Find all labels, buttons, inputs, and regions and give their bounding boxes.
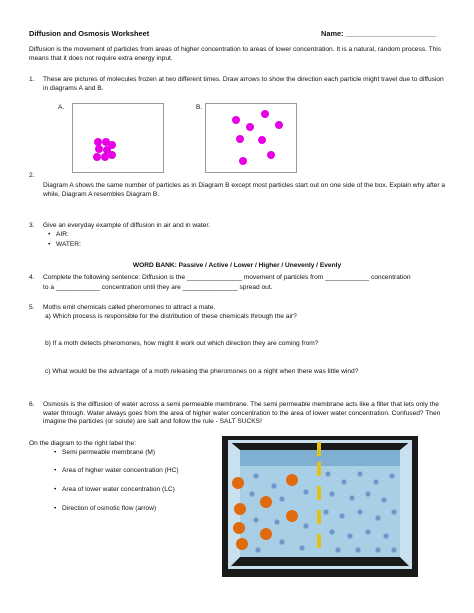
particle — [93, 153, 101, 161]
tank-right-wall — [400, 440, 412, 569]
water-molecule — [375, 515, 380, 520]
q2-text: Diagram A shows the same number of particles as in Diagram B except most particles start out on one side of the box. Explain why after a while, Diagram A resembles Diagram B. — [43, 182, 446, 198]
q3-air-label: • AIR: — [56, 231, 69, 240]
particle — [108, 151, 116, 159]
water-molecule — [323, 509, 328, 514]
particle — [267, 151, 275, 159]
water-molecule — [325, 471, 330, 476]
water-molecule — [339, 513, 344, 518]
intro-paragraph: Diffusion is the movement of particles from areas of higher concentration to areas of lower concentration. It is a natural, random process. This means that it does not require extra energy input. — [29, 46, 442, 62]
solute-particle — [260, 528, 272, 540]
water-molecule — [274, 519, 279, 524]
water-molecule — [357, 471, 362, 476]
water-molecule — [357, 509, 362, 514]
q6-label-direction: • Direction of osmotic flow (arrow) — [62, 505, 156, 514]
particle — [258, 136, 266, 144]
q1-text: These are pictures of molecules frozen at two different times. Draw arrows to show the direction each particle might travel due to diffusion in diagrams A and B. — [43, 76, 444, 92]
membrane-segment — [317, 534, 321, 548]
word-bank: WORD BANK: Passive / Active / Lower / Higher / Unevenly / Evenly — [132, 262, 342, 269]
particle — [95, 145, 103, 153]
water-molecule — [335, 547, 340, 552]
q6-text: Osmosis is the diffusion of water across a semi permeable membrane. The semi permeable membrane acts like a filter that lets only the water through. Water always goes from the area of higher water concentration to the area of lower water concentration. Confused? Then imagine the particles (or solute) are salt and follow the rule - SALT SUCKS! — [43, 401, 441, 426]
diagram-b-box — [205, 103, 297, 173]
water-molecule — [299, 545, 304, 550]
water-molecule — [365, 491, 370, 496]
water-molecule — [279, 496, 284, 501]
solute-particle — [260, 496, 272, 508]
diagram-a-box — [72, 103, 164, 173]
particle — [232, 116, 240, 124]
water-molecule — [381, 497, 386, 502]
q4-line-2: to a ____________ concentration until they are _______________ spread out. — [43, 284, 273, 291]
q6-label-higher: • Area of higher water concentration (HC) — [62, 467, 179, 476]
worksheet-title: Diffusion and Osmosis Worksheet — [29, 29, 150, 38]
q6-diagram-intro: On the diagram to the right label the: — [29, 440, 137, 447]
particle — [261, 110, 269, 118]
membrane-segment — [317, 442, 321, 456]
q1-number: 1. — [29, 76, 35, 83]
q5-part-b: b) If a moth detects pheromones, how might it work out which direction they are coming from? — [45, 340, 319, 347]
water-molecule — [341, 479, 346, 484]
tank-base — [228, 566, 412, 569]
q6-label-membrane: • Semi permeable membrane (M) — [62, 449, 155, 458]
particle — [246, 123, 254, 131]
water-molecule — [303, 489, 308, 494]
diagram-a-label: A. — [58, 104, 65, 111]
solute-particle — [232, 477, 244, 489]
q4-line-1: Complete the following sentence: Diffusion is the _______________ movement of particles from ____________ concentration — [43, 274, 411, 281]
water-molecule — [271, 483, 276, 488]
water-molecule — [303, 523, 308, 528]
water-molecule — [279, 539, 284, 544]
water-molecule — [253, 473, 258, 478]
q6-label-lower: • Area of lower water concentration (LC) — [62, 486, 175, 495]
membrane-segment — [317, 486, 321, 500]
q2-number: 2. — [29, 172, 35, 179]
water-molecule — [365, 529, 370, 534]
solute-particle — [236, 538, 248, 550]
water-molecule — [329, 491, 334, 496]
water-molecule — [383, 533, 388, 538]
osmosis-tank-diagram — [222, 436, 418, 577]
water-molecule — [391, 547, 396, 552]
q5-part-c: c) What would be the advantage of a moth releasing the pheromones on a night when there was little wind? — [45, 368, 359, 375]
water-molecule — [347, 533, 352, 538]
q5-part-a: a) Which process is responsible for the distribution of these chemicals through the air? — [45, 313, 297, 320]
water-molecule — [249, 491, 254, 496]
solute-particle — [286, 474, 298, 486]
water-molecule — [391, 509, 396, 514]
water-molecule — [375, 547, 380, 552]
water-molecule — [255, 547, 260, 552]
water-molecule — [389, 473, 394, 478]
water-molecule — [253, 517, 258, 522]
q3-number: 3. — [29, 222, 35, 229]
membrane-segment — [317, 510, 321, 524]
name-field-label: Name: ______________________ — [321, 29, 437, 38]
q4-number: 4. — [29, 274, 35, 281]
water-molecule — [349, 495, 354, 500]
particle — [236, 135, 244, 143]
q5-text: Moths emit chemicals called pheromones to attract a mate. — [43, 304, 216, 311]
solute-particle — [233, 522, 245, 534]
membrane-segment — [317, 462, 321, 476]
q5-number: 5. — [29, 304, 35, 311]
solute-particle — [234, 503, 246, 515]
particle — [239, 157, 247, 165]
water-molecule — [355, 547, 360, 552]
solute-particle — [286, 510, 298, 522]
water-molecule — [329, 529, 334, 534]
water-molecule — [373, 479, 378, 484]
diagram-b-label: B. — [196, 104, 203, 111]
q3-text: Give an everyday example of diffusion in air and in water. — [43, 222, 211, 229]
q6-number: 6. — [29, 401, 35, 408]
q3-water-label: • WATER: — [56, 241, 81, 250]
particle — [275, 121, 283, 129]
